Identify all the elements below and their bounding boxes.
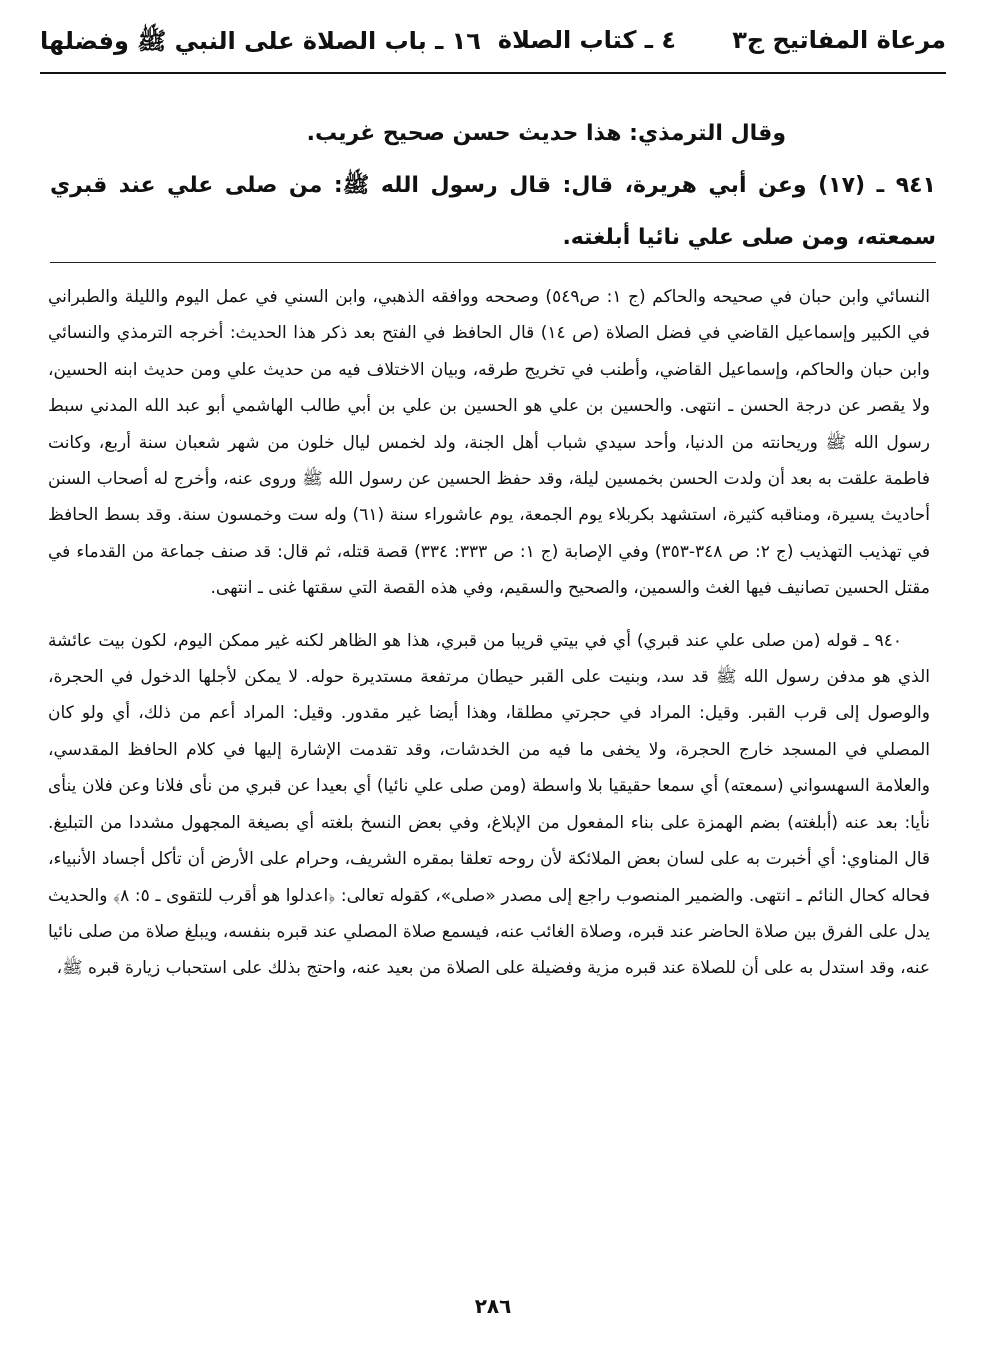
header-chapter: ٤ ـ كتاب الصلاة [497, 26, 676, 54]
header-section: ١٦ ـ باب الصلاة على النبي ﷺ وفضلها [40, 27, 481, 55]
commentary-paragraph: ٩٤٠ ـ قوله (من صلى علي عند قبري) أي في بيتي قريبا من قبري، هذا هو الظاهر لكنه غير ممكن اليوم، لكون بيت عائشة الذي هو مدفن رسول الله ﷺ قد سد، وبنيت على القبر حيطان مرتفعة مستديرة حوله. لا يمكن لأجلها الدخول في الحجرة، والوصول إلى قرب القبر. وقيل: المراد في حجرتي مطلقا، وهذا أيضا غير مقدور. وقيل: المراد أعم من ذلك، أي ولو كان المصلي في المسجد خارج الحجرة، ولا يخفى ما فيه من الخدشات، وقد تقدمت الإشارة إليها في كلام الحافظ المقدسي، والعلامة السهسواني (سمعته) أي سمعا حقيقيا بلا واسطة (ومن صلى علي نائيا) أي بعيدا عن قبري من نأى فلانا وعن فلان ينأى نأيا: بعد عنه (أبلغته) بضم الهمزة على بناء المفعول من الإبلاغ، وفي بعض النسخ بلغته أي بصيغة المجهول مشددا من التبليغ. قال المناوي: أي أخبرت به على لسان بعض الملائكة لأن روحه تعلقا بمقره الشريف، وحرام على الأرض أن تأكل أجساد الأنبياء، فحاله كحال النائم ـ انتهى. والضمير المنصوب راجع إلى مصدر «صلى»، كقوله تعالى: ﴿اعدلوا هو أقرب للتقوى ـ ٥: ٨﴾ والحديث يدل على الفرق بين صلاة الحاضر عند قبره، وصلاة الغائب عنه، فيسمع صلاة المصلي عند قبره بنفسه، ويبلغ صلاة من صلى نائيا عنه، وقد استدل به على أن للصلاة عند قبره مزية وفضيلة على الصلاة من بعيد عنه، واحتج بذلك على استحباب زيارة قبره ﷺ، [48, 630, 931, 979]
running-header [40, 22, 946, 70]
header-book-title: مرعاة المفاتيح ج٣ [732, 26, 946, 54]
hadith-text: ٩٤١ ـ (١٧) وعن أبي هريرة، قال: قال رسول الله ﷺ: من صلى علي عند قبري سمعته، ومن صلى علي نائيا أبلغته. [50, 173, 936, 250]
page-number: ٢٨٦ [474, 1294, 512, 1318]
section-divider [50, 262, 936, 263]
commentary-paragraph: النسائي وابن حبان في صحيحه والحاكم (ج ١: ص٥٤٩) وصححه ووافقه الذهبي، وابن السني في عمل اليوم والليلة والطبراني في الكبير وإسماعيل القاضي في فضل الصلاة (ص ١٤) قال الحافظ في الفتح بعد ذكر هذا الحديث: أخرجه الترمذي والنسائي وابن حبان والحاكم، وإسماعيل القاضي، وأطنب في تخريج طرقه، وبيان الاختلاف فيه من حديث علي ومن حديث ابنه الحسين، ولا يقصر عن درجة الحسن ـ انتهى. والحسين بن علي هو الحسين بن علي بن أبي طالب الهاشمي أبو عبد الله المدني سبط رسول الله ﷺ وريحانته من الدنيا، وأحد سيدي شباب أهل الجنة، ولد لخمس ليال خلون من شهر شعبان سنة أربع، وكانت فاطمة علقت به بعد أن ولدت الحسن بخمسين ليلة، وقد حفظ الحسين عن رسول الله ﷺ وروى عنه، وأخرج له أصحاب السنن أحاديث يسيرة، ومناقبه كثيرة، استشهد بكربلاء يوم الجمعة، يوم عاشوراء سنة (٦١) وله ست وخمسون سنة. وقد بسط الحافظ في تهذيب التهذيب (ج ٢: ص ٣٤٨-٣٥٣) وفي الإصابة (ج ١: ص ٣٣٣: ٣٣٤) قصة قتله، ثم قال: قد صنف جماعة من القدماء في مقتل الحسين تصانيف فيها الغث والسمين، والصحيح والسقيم، وفي هذه القصة التي سقتها غنى ـ انتهى. [48, 287, 931, 599]
commentary-block [48, 279, 930, 987]
tirmidhi-remark: وقال الترمذي: هذا حديث حسن صحيح غريب. [306, 121, 786, 146]
hadith-block [50, 108, 936, 264]
header-rule [40, 72, 946, 74]
